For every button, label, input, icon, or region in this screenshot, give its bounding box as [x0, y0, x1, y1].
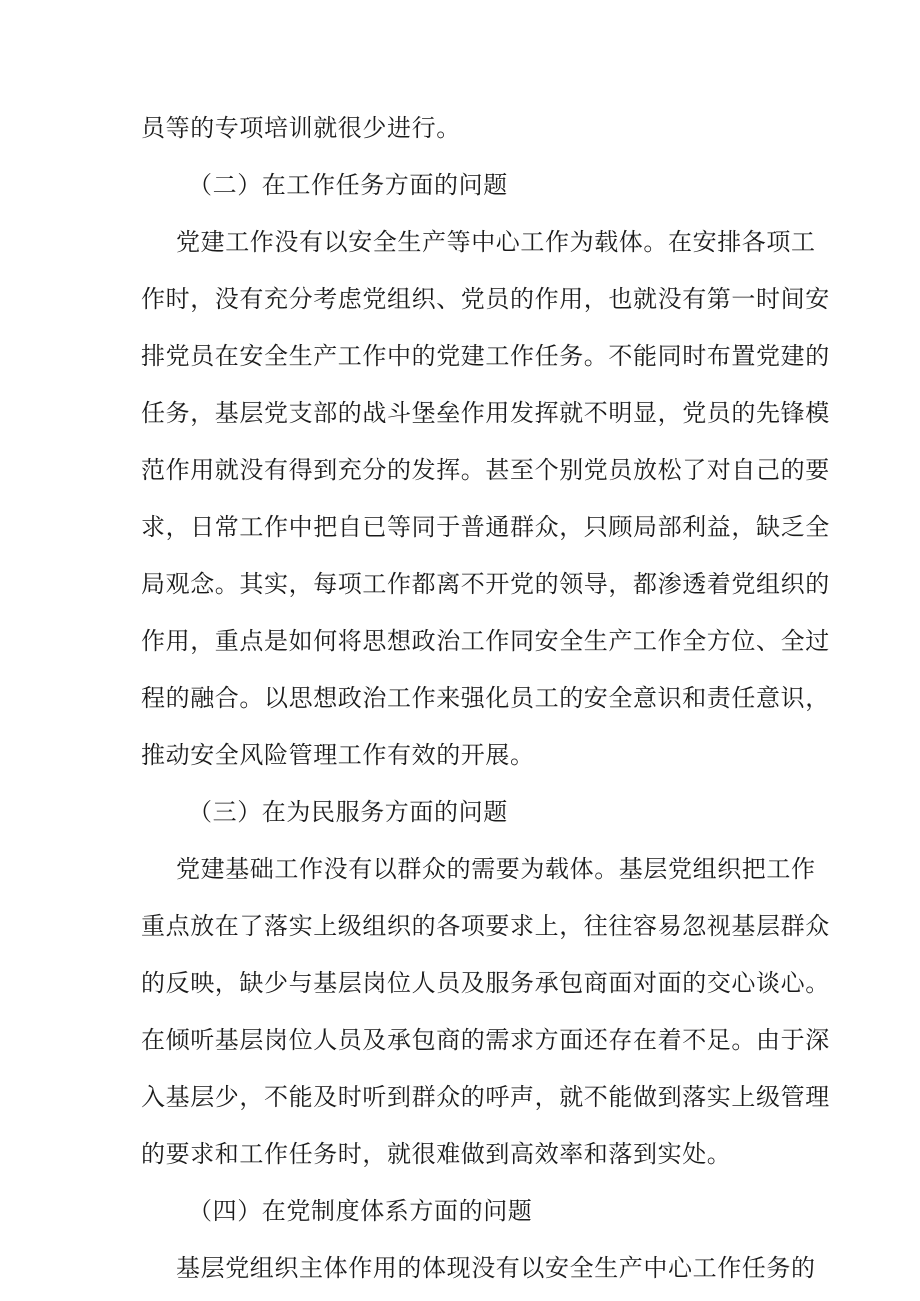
section-heading-3: （三）在为民服务方面的问题 [188, 798, 508, 826]
section-heading-2: （二）在工作任务方面的问题 [188, 171, 508, 199]
paragraph-line: 局观念。其实，每项工作都离不开党的领导，都渗透着党组织的 [141, 570, 830, 598]
paragraph-line: 推动安全风险管理工作有效的开展。 [141, 741, 535, 769]
paragraph-line: 的反映，缺少与基层岗位人员及服务承包商面对面的交心谈心。 [141, 969, 830, 997]
paragraph-line: 作时，没有充分考虑党组织、党员的作用，也就没有第一时间安 [141, 285, 830, 313]
paragraph-line: 的要求和工作任务时，就很难做到高效率和落到实处。 [141, 1140, 732, 1168]
paragraph-line: 范作用就没有得到充分的发挥。甚至个别党员放松了对自己的要 [141, 456, 830, 484]
paragraph-line: 任务，基层党支部的战斗堡垒作用发挥就不明显，党员的先锋模 [141, 399, 830, 427]
paragraph-line: 入基层少，不能及时听到群众的呼声，就不能做到落实上级管理 [141, 1083, 830, 1111]
paragraph-line: 基层党组织主体作用的体现没有以安全生产中心工作任务的 [176, 1254, 816, 1282]
paragraph-line: 求，日常工作中把自已等同于普通群众，只顾局部利益，缺乏全 [141, 513, 830, 541]
paragraph-line: 在倾听基层岗位人员及承包商的需求方面还存在着不足。由于深 [141, 1026, 830, 1054]
paragraph-line: 排党员在安全生产工作中的党建工作任务。不能同时布置党建的 [141, 342, 830, 370]
paragraph-line: 员等的专项培训就很少进行。 [141, 114, 461, 142]
paragraph-line: 重点放在了落实上级组织的各项要求上，往往容易忽视基层群众 [141, 912, 830, 940]
paragraph-line: 党建工作没有以安全生产等中心工作为载体。在安排各项工 [176, 228, 816, 256]
section-heading-4: （四）在党制度体系方面的问题 [188, 1197, 533, 1225]
paragraph-line: 党建基础工作没有以群众的需要为载体。基层党组织把工作 [176, 855, 816, 883]
paragraph-line: 作用，重点是如何将思想政治工作同安全生产工作全方位、全过 [141, 627, 830, 655]
paragraph-line: 程的融合。以思想政治工作来强化员工的安全意识和责任意识， [141, 684, 830, 712]
